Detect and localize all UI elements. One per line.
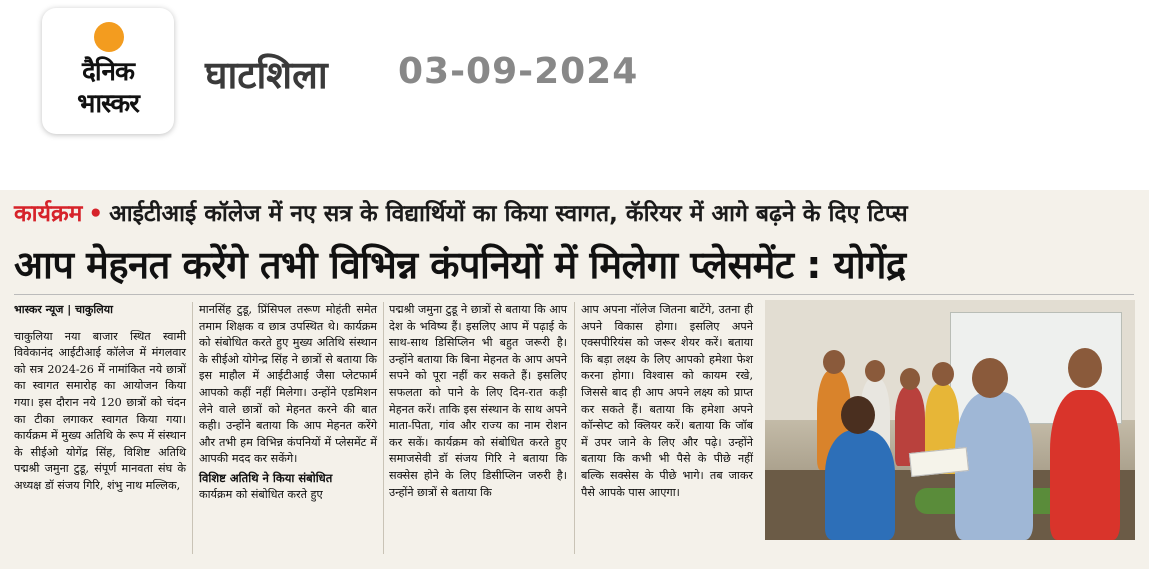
article-column-2 — [199, 302, 377, 503]
photo-student-head — [841, 396, 875, 434]
edition-city: घाटशिला — [205, 53, 328, 97]
app-header — [0, 0, 1149, 160]
article-column-4 — [581, 302, 753, 501]
photo-person-head — [865, 360, 885, 382]
column-1-text: चाकुलिया नया बाजार स्थित स्वामी विवेकानंद आईटीआई कॉलेज में मंगलवार को सत्र 2024-26 में नामांकित नये छात्रों का स्वागत समारोह का आयोजन किया गया। इस दौरान नये 120 छात्रों को चंदन का टीका लगाकर स्वागत किया गया। कार्यक्रम में मुख्य अतिथि के रूप में संस्थान के सीईओ योगेंद्र सिंह, विशिष्ट अतिथि पद्मश्री जमुना टुडू, संपूर्ण मानवता संघ के अध्यक्ष डॉ संजय गिरि, शंभु नाथ मल्लिक, — [14, 329, 186, 492]
sun-logo-icon — [94, 22, 124, 52]
news-photo[interactable] — [765, 300, 1135, 540]
column-divider — [192, 302, 193, 554]
photo-student — [825, 430, 895, 540]
photo-person-head — [972, 358, 1008, 398]
edition-date: 03-09-2024 — [398, 51, 639, 92]
column-2-tail: कार्यक्रम को संबोधित करते हुए — [199, 487, 323, 501]
photo-person-head — [823, 350, 845, 374]
headline-divider — [14, 294, 1134, 295]
category-label: कार्यक्रम — [14, 201, 83, 227]
logo-text-line2: भास्कर — [77, 89, 139, 119]
photo-person-head — [932, 362, 954, 386]
bullet-icon: • — [88, 201, 104, 227]
column-2-subhead: विशिष्ट अतिथि ने किया संबोधित — [199, 470, 333, 485]
column-3-text: पद्मश्री जमुना टुडू ने छात्रों से बताया कि आप देश के भविष्य हैं। इसलिए आप में पढ़ाई के साथ-साथ डिसिप्लिन भी बहुत जरूरी है। उन्होंने बताया कि बिना मेहनत के आप अपने सपने को पूरा नहीं कर सकते हैं। इसलिए सफलता को पाने के लिए दिन-रात कड़ी मेहनत करें। ताकि इस संस्थान के साथ अपने माता-पिता, गांव और राज्य का नाम रोशन कर सकें। कार्यक्रम को संबोधित करते हुए समाजसेवी डॉ संजय गिरि ने बताया कि सक्सेस होने के लिए डिसीप्लिन जरुरी है। उन्होंने छात्रों से बताया कि — [389, 303, 567, 499]
column-divider — [574, 302, 575, 554]
column-4-text: आप अपना नॉलेज जितना बाटेंगे, उतना ही अपने विकास होगा। इसलिए अपने एक्सपीरियंस को जरूर शेयर करें। बताया कि बड़ा लक्ष्य के लिए आपको हमेशा फेश करना होगा। विश्वास को कायम रखे, जिससे बाद ही आप अपने लक्ष्य को प्राप्त कर सकते हैं। बताया कि हमेशा अपने कॉन्सेप्ट को क्लियर करें। बताया कि जॉब में उपर जाने के लिए और पढ़े। उन्होंने बताया कि कभी भी पैसे के पीछे नहीं बल्कि सक्सेस के पीछे भागे। तब जाकर पैसे आपके पास आएगा। — [581, 303, 753, 499]
column-2-text: मानसिंह टुडू, प्रिंसिपल तरूण मोहंती समेत तमाम शिक्षक व छात्र उपस्थित थे। कार्यक्रम को संबोधित करते हुए मुख्य अतिथि संस्थान के सीईओ योगेन्द्र सिंह ने छात्रों से बताया कि इस माहौल में आईटीआई जैसा प्लेटफार्म आपको कहीं नहीं मिलेगा। उन्होंने एडमिशन लेने वाले छात्रों को मेहनत करने की बात कही। उन्होंने बताया कि आप मेहनत करेंगे और तभी हम विभिन्न कंपनियों में प्लेसमेंट में आपकी मदद कर सकेंगे। — [199, 303, 377, 466]
byline: भास्कर न्यूज | चाकुलिया — [14, 303, 113, 316]
article-headline: आप मेहनत करेंगे तभी विभिन्न कंपनियों में मिलेगा प्लेसमेंट : योगेंद्र — [14, 243, 906, 287]
dainik-bhaskar-logo[interactable] — [42, 8, 174, 134]
photo-person-head — [1068, 348, 1102, 388]
kicker-text: आईटीआई कॉलेज में नए सत्र के विद्यार्थियों का किया स्वागत, कॅरियर में आगे बढ़ने के दिए टिप्स — [109, 201, 908, 227]
article-column-3 — [389, 302, 567, 501]
photo-person — [1050, 390, 1120, 540]
article-kicker — [14, 196, 908, 228]
logo-text-line1: दैनिक — [82, 57, 134, 87]
article-column-1 — [14, 302, 186, 495]
news-clipping — [0, 190, 1149, 569]
column-divider — [383, 302, 384, 554]
photo-person-head — [900, 368, 920, 390]
